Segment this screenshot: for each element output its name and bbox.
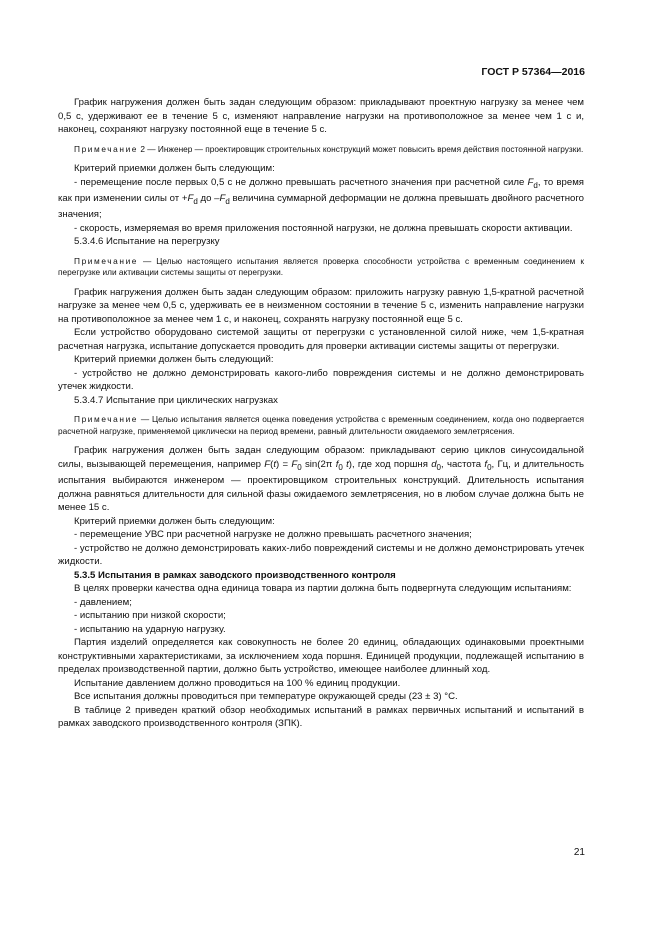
- paragraph-quality-check: В целях проверки качества одна единица товара из партии должна быть подвергнута следующим испытаниям:: [74, 583, 572, 595]
- paragraph-overload-protection: Если устройство оборудовано системой защиты от перегрузки с установленной силой ниже, чем 1,5-кратная расчетная нагрузка, испытание допускается проводить для проверки активации системы защиты от перегрузки.: [58, 327, 584, 352]
- paragraph-batch-definition: Партия изделий определяется как совокупность не более 20 единиц, обладающих одинаковыми проектными конструктивными характеристиками, за исключением хода поршня. Единицей продукции, подлежащей испытанию в пределах производственной партии, должно быть устройство, имеющее наиболее длинный ход.: [58, 637, 584, 676]
- paragraph-pressure-test: Испытание давлением должно проводиться на 100 % единиц продукции.: [74, 677, 401, 689]
- list-item-displacement: - перемещение после первых 0,5 с не должно превышать расчетного значения при расчетной силе $F_d$, то время как при изменении силы от $+F_d$ до $-F_d$ величина суммарной деформации не должна превышать двойного расчетного значения;: [58, 176, 584, 221]
- section-heading-cyclic: 5.3.4.7 Испытание при циклических нагрузках: [74, 394, 278, 406]
- page-number: 21: [573, 847, 585, 858]
- list-item-low-speed: - испытанию при низкой скорости;: [74, 610, 226, 622]
- paragraph-acceptance-criterion: Критерий приемки должен быть следующим:: [74, 163, 275, 174]
- section-heading-overload: 5.3.4.6 Испытание на перегрузку: [74, 236, 220, 248]
- paragraph-acceptance-criterion-2: Критерий приемки должен быть следующий:: [74, 354, 274, 366]
- list-item-no-damage-2: - устройство не должно демонстрировать каких-либо повреждений системы и не должно демонстрировать утечек жидкости.: [58, 542, 584, 568]
- note-overload: [58, 256, 584, 279]
- note-label: Примечание: [74, 255, 139, 266]
- list-item-displacement-uvs: - перемещение УВС при расчетной нагрузке не должно превышать расчетного значения;: [74, 529, 472, 541]
- note-text: 2 — Инженер — проектировщик строительных конструкций может повысить время действия постоянной нагрузки.: [138, 143, 584, 154]
- standard-code: ГОСТ Р 57364—2016: [481, 66, 585, 78]
- paragraph-cyclic-schedule: График нагружения должен быть задан следующим образом: прикладывают серию циклов синусоидальной силы, вызывающей перемещения, например $F(t) = F_0$ sin(2π $f_0$ t), где ход поршня $d_0$, частота $f_0$, Гц, и длительность испытания выбираются инженером — проектировщиком строительных конструкций. Длительность испытания должна равняться длительности для сильной фазы ожидаемого землетрясения, но в любом случае должна быть не менее 15 с.: [58, 445, 584, 514]
- list-item-no-damage: - устройство не должно демонстрировать какого-либо повреждения системы и не должно демонстрировать утечек жидкости.: [58, 367, 584, 393]
- note-2: [58, 144, 584, 156]
- paragraph-temperature: Все испытания должны проводиться при температуре окружающей среды (23 ± 3) °С.: [74, 691, 458, 703]
- note-text: — Целью настоящего испытания является проверка способности устройства с временным соединением к перегрузке или активации системы защиты от перегрузки.: [58, 255, 584, 278]
- section-heading-factory-control: 5.3.5 Испытания в рамках заводского производственного контроля: [74, 569, 396, 581]
- list-item-pressure: - давлением;: [74, 596, 132, 608]
- list-item-speed: - скорость, измеряемая во время приложения постоянной нагрузки, не должна превышать скорости активации.: [74, 222, 573, 234]
- note-label: Примечание: [74, 143, 139, 154]
- document-body: [58, 96, 584, 731]
- paragraph-loading-schedule: График нагружения должен быть задан следующим образом: прикладывают проектную нагрузку за менее чем 0,5 с, удерживают ее в течение 5 с, изменяют направление нагрузки на противоположное за менее чем 1 с и, наконец, сохраняют нагрузку постоянной еще в течение 5 с.: [58, 97, 584, 135]
- paragraph-overload-schedule: График нагружения должен быть задан следующим образом: приложить нагрузку равную 1,5-кратной расчетной нагрузке за менее чем 0,5 с, удерживать ее в неизменном состоянии в течение 5 с, изменить направление нагрузки на противоположное за менее чем 1 с, и наконец, сохранять нагрузку постоянной еще 5 с.: [58, 286, 584, 325]
- note-cyclic: [58, 414, 584, 437]
- note-label: Примечание: [74, 414, 139, 425]
- list-item-impact: - испытанию на ударную нагрузку.: [74, 623, 226, 635]
- note-text: — Целью испытания является оценка поведения устройства с временным соединением, когда оно подвергается расчетной нагрузке, применяемой циклически на период времени, равный длительности ожидаемого землетрясения.: [58, 414, 584, 436]
- paragraph-table-reference: В таблице 2 приведен краткий обзор необходимых испытаний в рамках первичных испытаний и испытаний в рамках заводского производственного контроля (ЗПК).: [58, 704, 584, 730]
- paragraph-acceptance-criterion-3: Критерий приемки должен быть следующим:: [74, 515, 275, 527]
